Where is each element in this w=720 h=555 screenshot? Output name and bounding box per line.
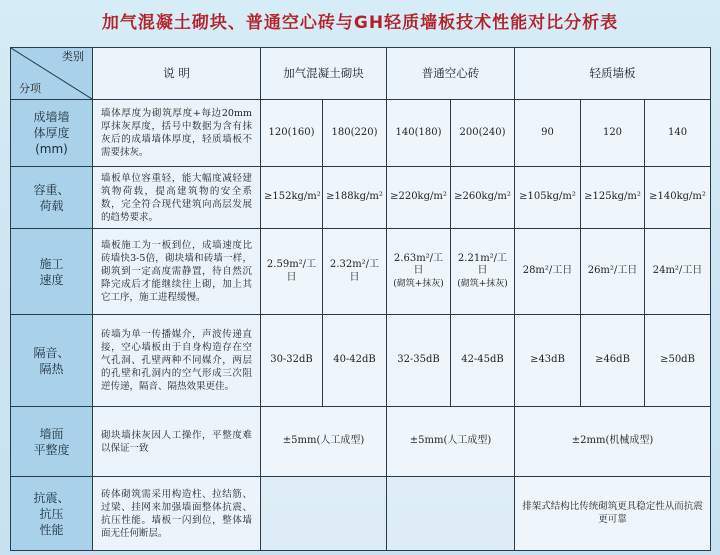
- row-label-quake: [11, 477, 93, 551]
- empty-cell: [261, 477, 387, 551]
- value-cell: ≥46dB: [581, 315, 645, 407]
- value-cell: 120(160): [261, 100, 323, 167]
- value-cell: ≥152kg/m²: [261, 167, 323, 229]
- row-label-line: 隔热: [39, 361, 64, 376]
- value-subnote: (砌筑+抹灰): [393, 278, 444, 289]
- value-cell: 24m²/工日: [645, 229, 711, 315]
- row-desc-speed: 墙板施工为一板到位，成墙速度比砖墙快3-5倍，砌块墙和砖墙一样，砌筑到一定高度需静置，待自然沉降完成后才能继续往上砌，加上其它工序，施工进程缓慢。: [93, 229, 261, 315]
- value-cell: 120: [581, 100, 645, 167]
- value-cell: ≥188kg/m²: [323, 167, 387, 229]
- table-row: [11, 477, 711, 551]
- value-cell: 40-42dB: [323, 315, 387, 407]
- row-label-line: 抗压: [39, 506, 64, 521]
- value-cell: ±5mm(人工成型): [387, 407, 515, 477]
- value-cell: [387, 229, 451, 315]
- row-desc-sound: 砖墙为单一传播媒介，声波传递直接，空心墙板由于自身构造存在空气孔洞、孔壁两种不同媒介，两层的孔壁和孔洞内的空气形成三次阻逆传递，隔音、隔热效果更佳。: [93, 315, 261, 407]
- header-aac: 加气混凝土砌块: [261, 48, 387, 100]
- row-label-sound: [11, 315, 93, 407]
- board-quake-note: 排架式结构比传统砌筑更具稳定性从而抗震更可靠: [515, 477, 711, 551]
- header-row: [11, 48, 711, 100]
- row-desc-weight: 墙板单位容重轻，能大幅度减轻建筑物荷载，提高建筑物的安全系数，完全符合现代建筑向高层发展的趋势要求。: [93, 167, 261, 229]
- row-label-line: 成墙墙: [33, 110, 70, 124]
- comparison-table: [10, 47, 711, 551]
- value-cell: [451, 229, 515, 315]
- value-cell: ≥50dB: [645, 315, 711, 407]
- header-board: 轻质墙板: [515, 48, 711, 100]
- row-label-thickness: [11, 100, 93, 167]
- table-row: [11, 315, 711, 407]
- value-cell: ≥140kg/m²: [645, 167, 711, 229]
- row-label-line: 隔音、: [33, 345, 70, 360]
- table-row: [11, 229, 711, 315]
- table-row: [11, 407, 711, 477]
- corner-item-label: 分项: [19, 81, 41, 95]
- value-cell: 90: [515, 100, 581, 167]
- corner-category-label: 类别: [62, 50, 84, 63]
- value-cell: 42-45dB: [451, 315, 515, 407]
- value-cell: 32-35dB: [387, 315, 451, 407]
- row-label-line: 速度: [39, 272, 64, 287]
- value-cell: ±5mm(人工成型): [261, 407, 387, 477]
- value-cell: ≥260kg/m²: [451, 167, 515, 229]
- row-label-line: 荷载: [39, 198, 64, 213]
- value-subnote: (砌筑+抹灰): [457, 278, 508, 289]
- value-cell: ±2mm(机械成型): [515, 407, 711, 477]
- row-label-line: 性能: [39, 522, 64, 537]
- page-title: 加气混凝土砌块、普通空心砖与GH轻质墙板技术性能对比分析表: [101, 13, 619, 33]
- value-cell: 30-32dB: [261, 315, 323, 407]
- value-cell: ≥105kg/m²: [515, 167, 581, 229]
- header-hollow: 普通空心砖: [387, 48, 515, 100]
- value-cell: ≥125kg/m²: [581, 167, 645, 229]
- value-cell: ≥220kg/m²: [387, 167, 451, 229]
- table-row: [11, 167, 711, 229]
- header-desc: 说 明: [93, 48, 261, 100]
- value-text: 2.21m²/工日: [457, 252, 508, 277]
- row-desc-quake: 砖体砌筑需采用构造柱、拉结筋、过梁、挂网来加强墙面整体抗震、抗压性能。墙板一闪到位，整体墙面无任何断层。: [93, 477, 261, 551]
- value-cell: [261, 229, 323, 315]
- row-label-flatness: [11, 407, 93, 477]
- row-label-weight: [11, 167, 93, 229]
- value-cell: 180(220): [323, 100, 387, 167]
- table-row: [11, 100, 711, 167]
- value-cell: 140: [645, 100, 711, 167]
- value-cell: 140(180): [387, 100, 451, 167]
- row-label-line: 施工: [39, 256, 64, 271]
- row-label-line: 容重、: [33, 182, 70, 197]
- corner-cell: [11, 48, 93, 100]
- row-label-line: 抗震、: [33, 490, 70, 505]
- value-text: 2.59m²/工日: [266, 259, 317, 283]
- row-label-line: 体厚度: [33, 126, 70, 140]
- value-cell: ≥43dB: [515, 315, 581, 407]
- row-label-line: (mm): [35, 142, 68, 156]
- row-label-line: 墙面: [39, 426, 64, 441]
- value-cell: [323, 229, 387, 315]
- empty-cell: [387, 477, 515, 551]
- value-text: 2.32m²/工日: [329, 259, 380, 283]
- value-text: 2.63m²/工日: [393, 252, 444, 277]
- value-cell: 28m²/工日: [515, 229, 581, 315]
- value-cell: 26m²/工日: [581, 229, 645, 315]
- row-label-line: 平整度: [33, 442, 70, 457]
- row-desc-flatness: 砌块墙抹灰因人工操作，平整度难以保证一致: [93, 407, 261, 477]
- value-cell: 200(240): [451, 100, 515, 167]
- row-desc-thickness: 墙体厚度为砌筑厚度+每边20mm厚抹灰厚度，括号中数据为含有抹灰后的成墙墙体厚度，轻质墙板不需要抹灰。: [93, 100, 261, 167]
- row-label-speed: [11, 229, 93, 315]
